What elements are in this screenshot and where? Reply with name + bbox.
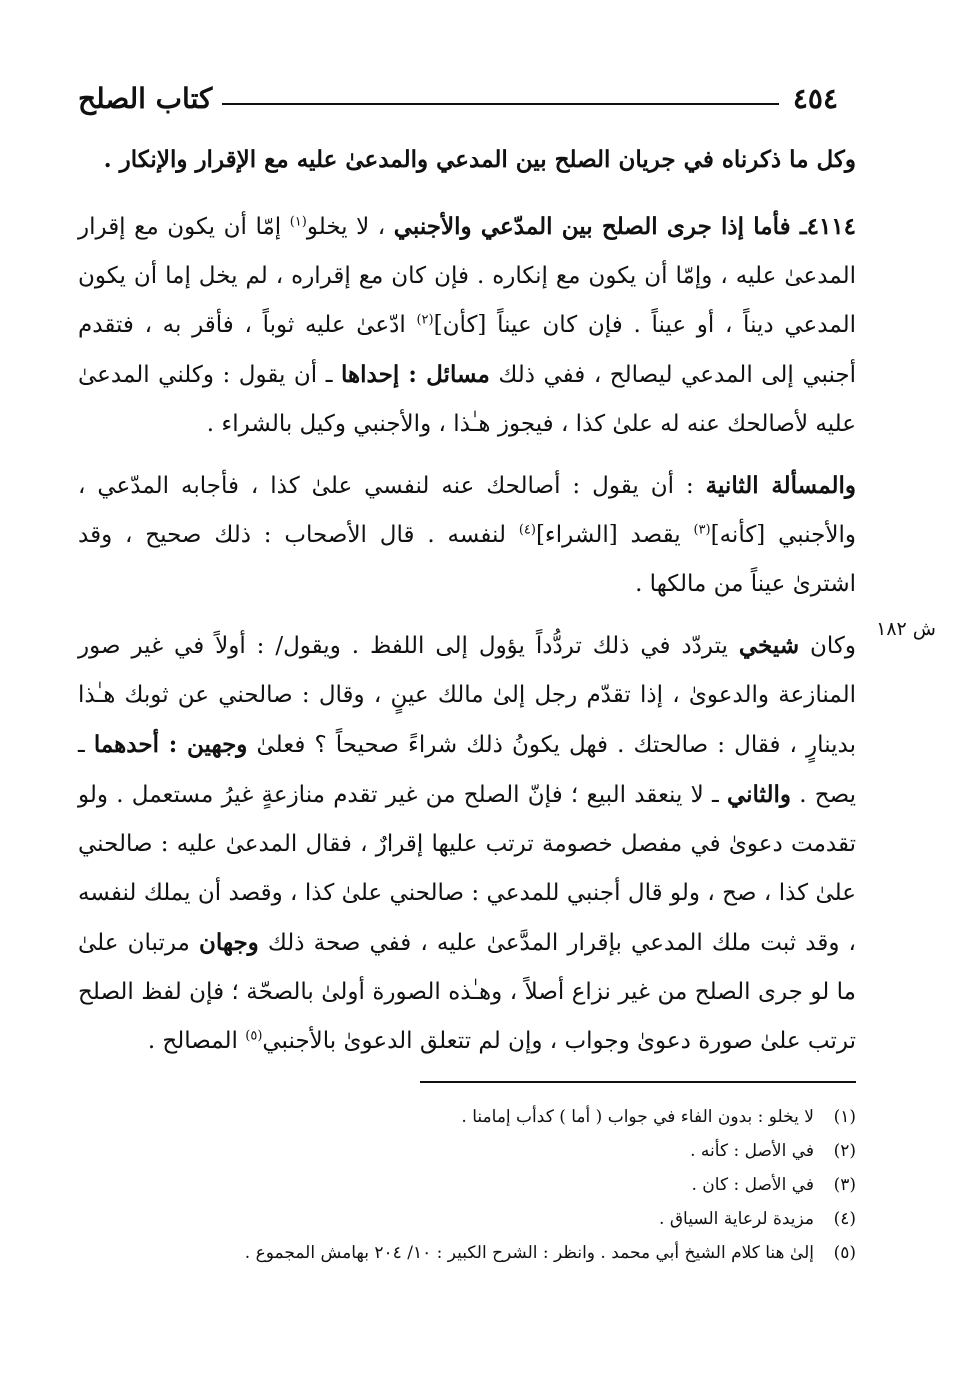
footnote-number: (٥) xyxy=(833,1243,856,1263)
footnote-text: لا يخلو : بدون الفاء في جواب ( أما ) كدأب إمامنا . xyxy=(461,1107,814,1127)
footnote-text: في الأصل : كان . xyxy=(691,1175,814,1195)
text-run: يتردّد في ذلك تردُّداً يؤول إلى اللفظ . ويقول/ : أولاً في غير صور المنازعة والدعوىٰ ، إذا تقدّم رجل إلىٰ مالك عينٍ ، وقال : صالحني عن ثوبك هـٰذا بدينارٍ ، فقال : صالحتك . فهل يكونُ ذلك شراءً صحيحاً ؟ فعلىٰ xyxy=(78,633,857,758)
paragraph-second-issue xyxy=(78,461,856,609)
text-run: ، لا يخلو xyxy=(306,214,394,240)
text-run: يقصد [الشراء] xyxy=(535,522,694,548)
footnote xyxy=(78,1134,856,1168)
footnote-ref-2: (٢) xyxy=(416,312,434,328)
footnote-ref-4: (٤) xyxy=(518,522,536,538)
paragraph-4114 xyxy=(78,202,856,449)
bold-term: مسائل : إحداها xyxy=(341,361,490,388)
text-run: ـ يصح . xyxy=(78,732,856,808)
book-title: كتاب الصلح xyxy=(78,81,213,115)
footnote-ref-3: (٣) xyxy=(693,522,711,538)
paragraph-heading: ٤١١٤ـ فأما إذا جرى الصلح بين المدّعي والأجنبي xyxy=(393,213,857,240)
text-run: ـ لا ينعقد البيع ؛ فإنّ الصلح من غير تقدم منازعةٍ غيرُ مستعمل . ولو تقدمت دعوىٰ في مفصل خصومة ترتب عليها إقرارٌ ، فقال المدعىٰ عليه : صالحني علىٰ كذا ، صح ، ولو قال أجنبي للمدعي : صالحني علىٰ كذا ، وقصد أن يملك لنفسه ، وقد ثبت ملك المدعي بإقرار المدَّعىٰ عليه ، ففي صحة ذلك xyxy=(78,782,856,956)
text-run: مرتبان علىٰ ما لو جرى الصلح من غير نزاع أصلاً ، وهـٰذه الصورة أولىٰ بالصحّة ؛ فإن لفظ الصلح ترتب علىٰ صورة دعوىٰ وجواب ، وإن لم تتعلق الدعوىٰ بالأجنبي xyxy=(78,930,856,1054)
text-run: ادّعىٰ عليه ثوباً ، فأقر به ، فتقدم أجنبي إلى المدعي ليصالح ، ففي ذلك xyxy=(78,312,856,388)
footnote-text: إلىٰ هنا كلام الشيخ أبي محمد . وانظر : الشرح الكبير : ١٠/ ٢٠٤ بهامش المجموع . xyxy=(244,1243,814,1263)
text-run: المصالح . xyxy=(147,1028,246,1054)
footnote-ref-1: (١) xyxy=(289,214,307,230)
page-number: ٤٥٤ xyxy=(792,81,838,115)
text-run: : أن يقول : أصالحك عنه لنفسي علىٰ كذا ، فأجابه المدّعي ، والأجنبي [كأنه] xyxy=(78,473,856,548)
text-run: وكان xyxy=(799,633,856,659)
footnote-separator xyxy=(420,1081,856,1083)
bold-term: والثاني xyxy=(726,781,791,808)
text-run: ـ أن يقول : وكلني المدعىٰ عليه لأصالحك عنه له علىٰ كذا ، فيجوز هـٰذا ، والأجنبي وكيل بالشراء . xyxy=(78,362,856,437)
paragraph-sheikh xyxy=(78,621,856,1066)
summary-line: وكل ما ذكرناه في جريان الصلح بين المدعي والمدعىٰ عليه مع الإقرار والإنكار . xyxy=(103,146,856,173)
footnote xyxy=(78,1202,856,1236)
footnote xyxy=(78,1168,856,1202)
footnotes xyxy=(78,1100,856,1270)
footnote-ref-5: (٥) xyxy=(245,1028,263,1044)
footnote-text: مزيدة لرعاية السياق . xyxy=(659,1209,814,1229)
bold-term: وجهان xyxy=(198,929,259,956)
bold-term: وجهين : أحدهما xyxy=(93,731,248,758)
text-run: إمّا أن يكون مع إقرار المدعىٰ عليه ، وإمّا أن يكون مع إنكاره . فإن كان مع إقراره ، لم يخل إما أن يكون المدعي ديناً ، أو عيناً . فإن كان عيناً [كأن] xyxy=(78,214,856,338)
footnote-number: (٣) xyxy=(833,1175,856,1195)
footnote xyxy=(78,1100,856,1134)
text-run: لنفسه . قال الأصحاب : ذلك صحيح ، وقد اشترىٰ عيناً من مالكها . xyxy=(78,522,856,597)
footnote-number: (٢) xyxy=(833,1141,856,1161)
footnote-text: في الأصل : كأنه . xyxy=(690,1141,814,1161)
footnote-number: (٤) xyxy=(833,1209,856,1229)
bold-term: شيخي xyxy=(738,632,800,659)
running-header xyxy=(78,78,838,118)
paragraph-heading: والمسألة الثانية xyxy=(705,472,856,499)
footnote-number: (١) xyxy=(833,1107,856,1127)
margin-note: ش ١٨٢ xyxy=(876,618,936,640)
footnote xyxy=(78,1236,856,1270)
header-rule xyxy=(222,103,779,105)
main-text xyxy=(78,135,856,1078)
